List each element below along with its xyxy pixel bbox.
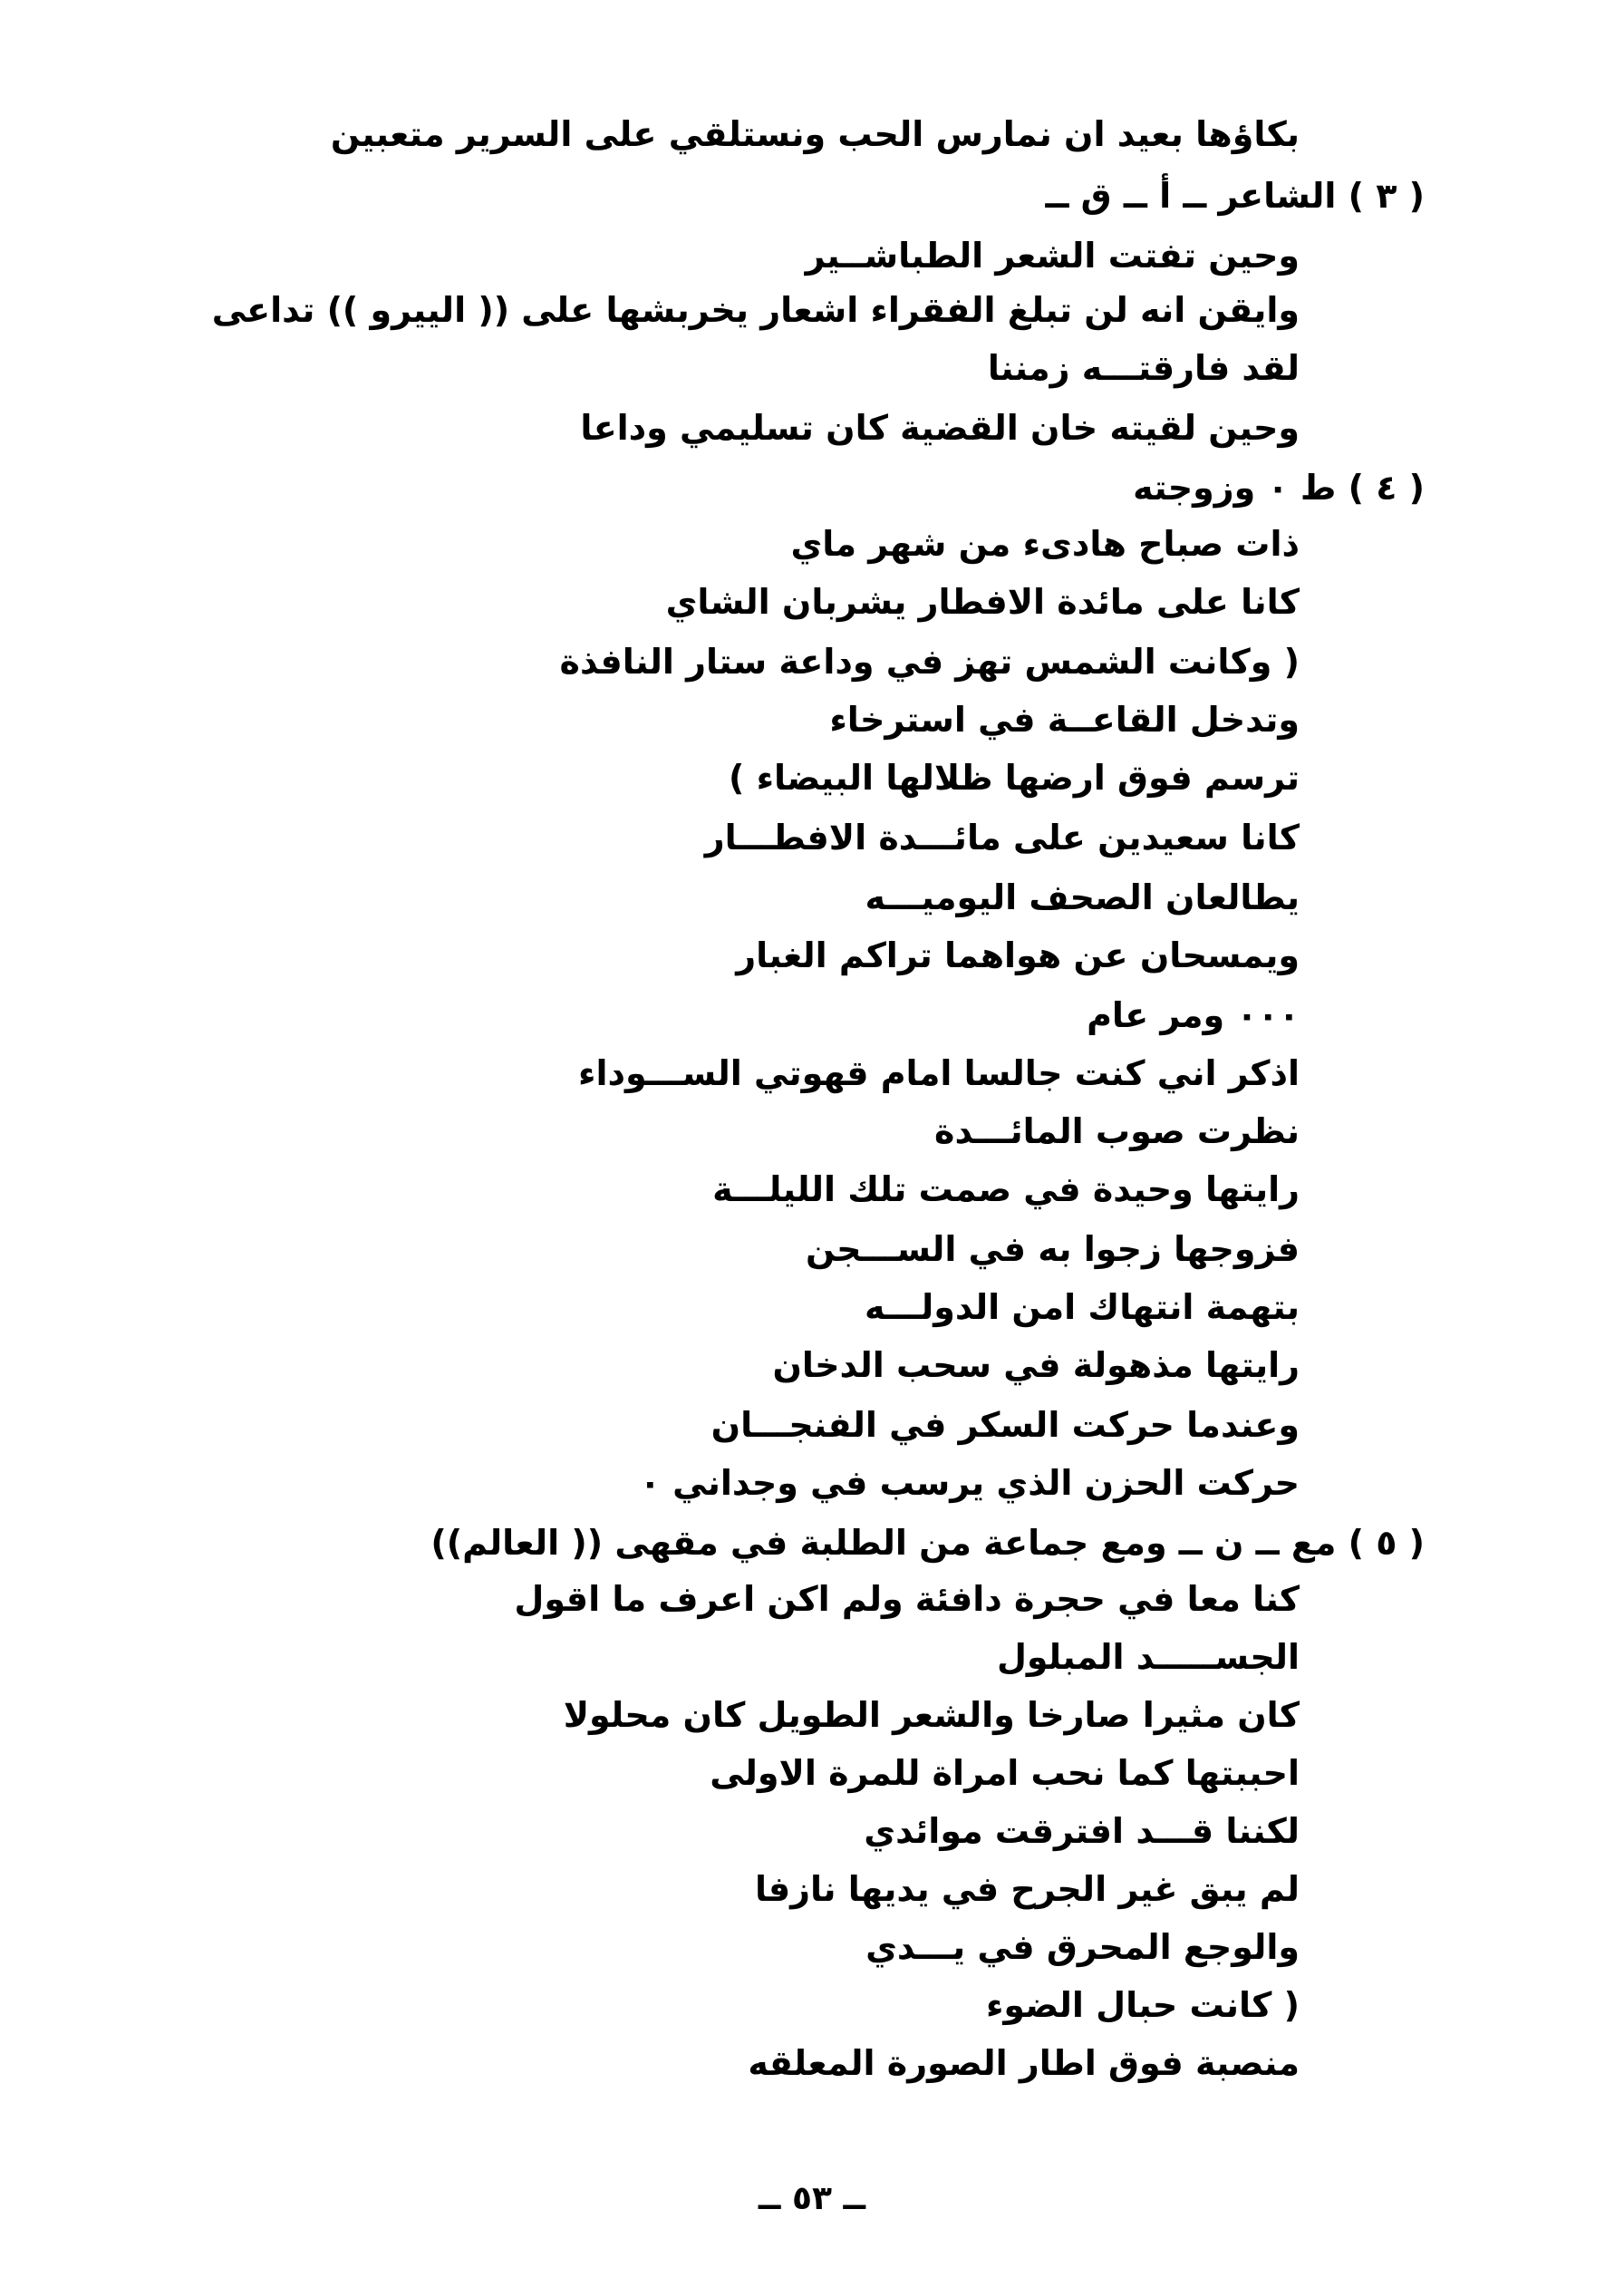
poem-line-12: يطالعان الصحف اليوميـــه [865, 877, 1300, 917]
poem-line-7: كانا على مائدة الافطار يشربان الشاي [665, 582, 1300, 622]
section-heading-4: ( ٤ ) ط ٠ وزوجته [1133, 468, 1425, 508]
poem-line-10: ترسم فوق ارضها ظلالها البيضاء ) [729, 758, 1300, 798]
poem-line-6: ذات صباح هادىء من شهر ماي [790, 524, 1300, 564]
page-number: ــ ٥٣ ــ [758, 2180, 866, 2217]
poem-line-3: وايقن انه لن تبلغ الفقراء اشعار يخربشها على (( الييرو )) تداعى [211, 290, 1300, 330]
poem-line-4: لقد فارقتـــه زمننا [987, 348, 1300, 388]
poem-line-21: وعندما حركت السكر في الفنجـــان [710, 1405, 1300, 1445]
poem-line-28: لم يبق غير الجرح في يديها نازفا [754, 1869, 1300, 1909]
poem-line-9: وتدخل القاعــة في استرخاء [829, 700, 1300, 740]
poem-line-8: ( وكانت الشمس تهز في وداعة ستار النافذة [559, 642, 1300, 682]
poem-line-5: وحين لقيته خان القضية كان تسليمي وداعا [580, 408, 1300, 448]
poem-line-1: بكاؤها بعيد ان نمارس الحب ونستلقي على السرير متعبين [330, 114, 1300, 154]
poem-line-14: ٠٠٠ ومر عام [1087, 995, 1300, 1035]
poem-line-15: اذكر اني كنت جالسا امام قهوتي الســـوداء [578, 1053, 1300, 1093]
poem-line-31: منصبة فوق اطار الصورة المعلقه [748, 2043, 1300, 2083]
poem-line-23: كنا معا في حجرة دافئة ولم اكن اعرف ما اقول [514, 1579, 1300, 1619]
poem-line-2: وحين تفتت الشعر الطباشــير [805, 236, 1300, 276]
poem-line-24: الجســـــد المبلول [996, 1637, 1300, 1677]
poem-line-17: رايتها وحيدة في صمت تلك الليلـــة [712, 1169, 1300, 1209]
section-heading-5: ( ٥ ) مع ــ ن ــ ومع جماعة من الطلبة في مقهى (( العالم)) [430, 1523, 1425, 1563]
poem-line-27: لكننا قـــد افترقت موائدي [864, 1811, 1300, 1851]
poem-line-13: ويمسحان عن هواهما تراكم الغبار [736, 935, 1300, 975]
section-heading-3: ( ٣ ) الشاعر ــ أ ــ ق ــ [1045, 176, 1425, 216]
poem-line-16: نظرت صوب المائـــدة [934, 1111, 1300, 1151]
poem-line-20: رايتها مذهولة في سحب الدخان [772, 1345, 1300, 1385]
poem-line-22: حركت الحزن الذي يرسب في وجداني ٠ [639, 1463, 1300, 1503]
poem-line-18: فزوجها زجوا به في الســـجن [805, 1229, 1300, 1269]
poem-line-19: بتهمة انتهاك امن الدولـــه [865, 1287, 1300, 1327]
poem-line-26: احببتها كما نحب امراة للمرة الاولى [710, 1753, 1300, 1793]
poem-line-11: كانا سعيدين على مائـــدة الافطـــار [704, 818, 1300, 858]
poem-line-25: كان مثيرا صارخا والشعر الطويل كان محلولا [563, 1695, 1300, 1735]
poem-line-30: ( كانت حبال الضوء [985, 1985, 1300, 2025]
poem-line-29: والوجع المحرق في يـــدي [865, 1927, 1300, 1967]
